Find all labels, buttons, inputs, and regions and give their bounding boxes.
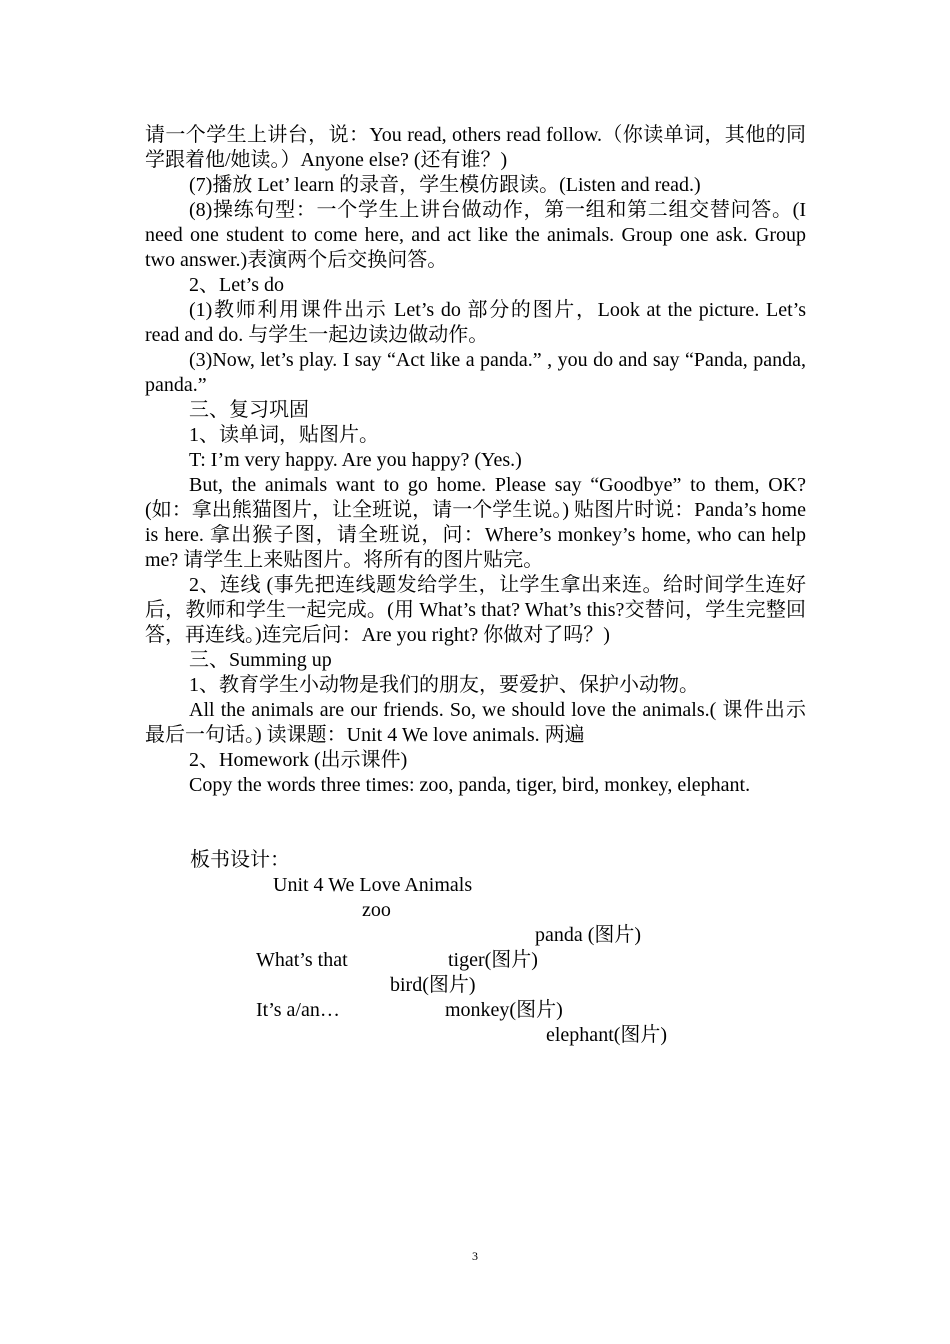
paragraph-homework: Copy the words three times: zoo, panda, tiger, bird, monkey, elephant. xyxy=(189,774,751,796)
page-number: 3 xyxy=(472,1249,478,1263)
heading-summing-up: 三、Summing up xyxy=(189,649,332,671)
board-heading: 板书设计： xyxy=(190,849,290,871)
paragraph-step-8: (8)操练句型：一个学生上讲台做动作，第一组和第二组交替问答。(I need one student to come here, and act like the animals. Group one ask. Group two answer.)表演两个后交换问答。 xyxy=(145,199,806,271)
board-panda: panda (图片) xyxy=(535,924,642,946)
board-zoo: zoo xyxy=(362,899,391,921)
heading-review: 三、复习巩固 xyxy=(189,399,309,421)
board-tiger: tiger(图片) xyxy=(448,949,538,971)
board-its-a: It’s a/an… xyxy=(256,999,340,1021)
paragraph-lets-do-1: (1)教师利用课件出示 Let’s do 部分的图片，Look at the picture. Let’s read and do. 与学生一起边读边做动作。 xyxy=(145,299,806,346)
paragraph-teacher-line: T: I’m very happy. Are you happy? (Yes.) xyxy=(189,449,522,471)
paragraph-review-1: 1、读单词，贴图片。 xyxy=(189,424,379,446)
paragraph-step-7: (7)播放 Let’ learn 的录音，学生模仿跟读。(Listen and read.) xyxy=(189,174,701,196)
paragraph-summing-1: 1、教育学生小动物是我们的朋友，要爱护、保护小动物。 xyxy=(189,674,699,696)
heading-lets-do: 2、Let’s do xyxy=(189,274,284,296)
board-elephant: elephant(图片) xyxy=(546,1024,668,1046)
paragraph-continued: 请一个学生上讲台，说：You read, others read follow.（你读单词，其他的同学跟着他/她读。）Anyone else? (还有谁？) xyxy=(145,124,806,171)
paragraph-matching: 2、连线 (事先把连线题发给学生，让学生拿出来连。给时间学生连好后，教师和学生一起完成。(用 What’s that? What’s this?交替问，学生完整回答，再连线。)连完后问：Are you right? 你做对了吗？) xyxy=(145,574,806,646)
paragraph-lets-do-3: (3)Now, let’s play. I say “Act like a panda.” , you do and say “Panda, panda, panda.” xyxy=(145,349,806,396)
board-whats-that: What’s that xyxy=(256,949,348,971)
board-monkey: monkey(图片) xyxy=(445,999,563,1021)
heading-homework: 2、Homework (出示课件) xyxy=(189,749,408,771)
paragraph-summing-2: All the animals are our friends. So, we should love the animals.( 课件出示最后一句话。) 读课题：Unit 4 We love animals. 两遍 xyxy=(145,699,806,746)
board-title: Unit 4 We Love Animals xyxy=(273,874,473,896)
board-bird: bird(图片) xyxy=(390,974,476,996)
paragraph-goodbye: But, the animals want to go home. Please say “Goodbye” to them, OK? (如：拿出熊猫图片，让全班说，请一个学生说。) 贴图片时说：Panda’s home is here. 拿出猴子图，请全班说，问：Where’s monkey’s home, who can help me? 请学生上来贴图片。将所有的图片贴完。 xyxy=(145,474,806,571)
